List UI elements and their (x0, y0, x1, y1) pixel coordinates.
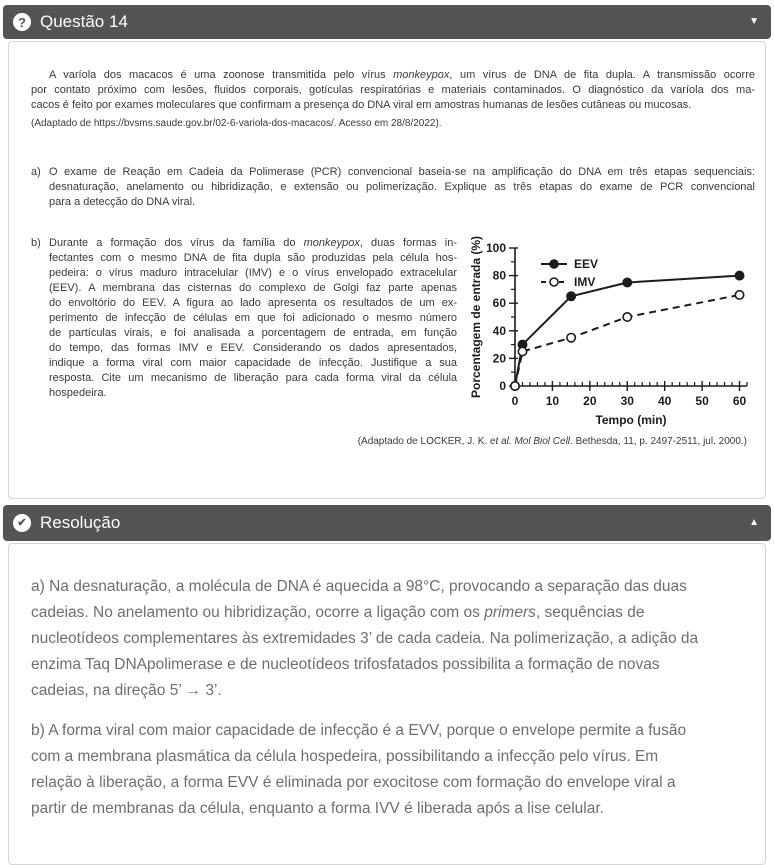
svg-text:0: 0 (499, 379, 506, 393)
chevron-up-icon[interactable]: ▲ (749, 517, 759, 528)
question-accordion-header[interactable] (3, 5, 771, 39)
text-line (49, 311, 457, 326)
text-line (49, 386, 457, 401)
text-segment: , um vírus de DNA de fita dupla. A transmissão ocorre (449, 69, 755, 81)
svg-text:20: 20 (583, 394, 597, 408)
resolution-paragraph-a (31, 574, 703, 704)
text-line (49, 281, 457, 296)
text-line (49, 236, 457, 251)
legend-label-EEV: EEV (574, 257, 599, 271)
figure (467, 236, 759, 428)
text-line (49, 195, 755, 210)
text-segment: desnaturação, anelamento ou hibridização, e extensão ou polimerização. Explique as três etapas do exame de PCR convencional (49, 181, 755, 193)
question-item-a (31, 165, 755, 210)
text-segment: (EEV). A membrana das cisternas do complexo de Golgi faz parte apenas (49, 282, 457, 294)
text-segment: a) Na desnaturação, a molécula de DNA é aquecida a 98°C, provocando a separação das duas cadeias. No anelamento ou hibridização, ocorre a ligação com os (31, 578, 687, 621)
text-line (49, 165, 755, 180)
question-source-citation: (Adaptado de https://bvsms.saude.gov.br/02-6-variola-dos-macacos/. Acesso em 28/8/2022). (31, 118, 442, 129)
resolution-section (3, 505, 771, 865)
text-segment: indique a forma viral com maior capacidade de infecção. Justifique a sua (49, 357, 457, 369)
text-line (49, 371, 457, 386)
text-line (49, 180, 755, 195)
check-circle-icon: ✔ (13, 514, 31, 532)
question-intro-text (31, 68, 755, 113)
series-line-IMV (515, 295, 740, 386)
text-segment: do tempo, das formas IMV e EEV. Considerando os dados apresentados, (49, 342, 457, 354)
question-title: Questão 14 (40, 12, 128, 31)
data-point-EEV (735, 271, 743, 279)
svg-text:10: 10 (545, 394, 560, 408)
question-section (3, 5, 771, 499)
data-point-IMV (623, 313, 631, 321)
resolution-accordion-header[interactable] (3, 505, 771, 541)
text-line (49, 266, 457, 281)
y-axis-label: Porcentagem de entrada (%) (469, 236, 483, 399)
text-line (31, 98, 755, 113)
series-line-EEV (515, 276, 740, 386)
data-point-EEV (623, 278, 631, 286)
data-point-IMV (567, 334, 575, 342)
text-segment: O exame de Reação em Cadeia da Polimerase (PCR) convencional baseia-se na amplificação do DNA em três etapas sequenciais: (49, 166, 755, 178)
question-circle-icon: ? (13, 13, 31, 31)
text-segment: cacos é feito por exames moleculares que confirmam a presença do DNA viral em amostras humanas de lesões cutâneas ou mucosas. (31, 99, 692, 111)
text-segment: hospedeira. (49, 387, 107, 399)
data-point-EEV (567, 292, 575, 300)
text-segment: fectantes com o mesmo DNA de fita dupla são produzidas pela célula hos- (49, 252, 457, 264)
text-segment: pedeira: o vírus maduro intracelular (IMV) e o vírus envelopado extracelular (49, 267, 457, 279)
text-segment: perimento de infecção de células em que foi adicionado o mesmo número (49, 312, 457, 324)
svg-text:80: 80 (492, 268, 506, 283)
text-segment: resposta. Cite um mecanismo de liberação para cada forma viral da célula (49, 372, 457, 384)
text-segment: para a detecção do DNA viral. (49, 196, 196, 208)
text-line (31, 83, 755, 98)
figure-source-citation (31, 434, 747, 449)
data-point-IMV (518, 347, 526, 355)
question-item-b (31, 236, 755, 428)
svg-text:20: 20 (492, 351, 506, 366)
text-segment: et al. Mol Biol Cell (489, 436, 571, 447)
question-panel (8, 41, 766, 499)
x-axis-label: Tempo (min) (595, 413, 667, 427)
text-line (49, 296, 457, 311)
data-point-IMV (511, 382, 519, 390)
text-segment: (Adaptado de LOCKER, J. K. (357, 436, 490, 447)
text-segment: , sequências de nucleotídeos complementares às extremidades 3’ de cada cadeia. Na polimerização, a adição da enzima Taq DNApolimerase e de nucleotídeos trifosfatados possibilita a formação de novas cadeias, na direção 5’ → 3’. (31, 604, 699, 699)
data-point-IMV (735, 291, 743, 299)
text-segment: de partículas virais, e foi analisada a porcentagem de entrada, em função (49, 327, 457, 339)
resolution-panel (8, 543, 766, 865)
text-segment: A varíola dos macacos é uma zoonose transmitida pelo vírus (49, 69, 394, 81)
svg-text:60: 60 (492, 296, 506, 311)
text-line (49, 341, 457, 356)
text-segment: , duas formas in- (359, 237, 458, 249)
item-a-text (49, 165, 755, 210)
svg-text:60: 60 (732, 394, 747, 408)
text-segment: monkeypox (393, 69, 450, 81)
resolution-title: Resolução (40, 513, 121, 532)
text-line (49, 251, 457, 266)
entry-percentage-chart (467, 236, 759, 428)
svg-text:0: 0 (511, 394, 519, 408)
item-b-text (49, 236, 457, 401)
text-line (49, 326, 457, 341)
text-segment: por contato próximo com lesões, fluidos corporais, gotículas respiratórias e materiais contaminados. O diagnóstico da varíola dos ma- (31, 84, 755, 96)
text-segment: . Bethesda, 11, p. 2497-2511, jul. 2000.) (570, 436, 747, 447)
chevron-down-icon[interactable]: ▼ (749, 16, 759, 27)
text-segment: primers (484, 604, 536, 621)
text-line (49, 356, 457, 371)
item-b-label: b) (31, 237, 41, 249)
text-line (31, 68, 755, 83)
svg-text:50: 50 (695, 394, 709, 408)
svg-text:40: 40 (657, 394, 672, 408)
svg-text:100: 100 (485, 241, 506, 255)
item-a-label: a) (31, 166, 41, 178)
svg-text:40: 40 (492, 323, 506, 338)
svg-text:30: 30 (620, 394, 634, 408)
text-segment: monkeypox (303, 237, 360, 249)
text-segment: Durante a formação dos vírus da família do (49, 237, 304, 249)
text-segment: b) A forma viral com maior capacidade de infecção é a EVV, porque o envelope permite a fusão com a membrana plasmática da célula hospedeira, possibilitando a infecção pelo vírus. Em relação à liberação, a forma EVV é eliminada por exocitose com formação do envelope viral a partir de membranas da célula, enquanto a forma IVV é liberada após a lise celular. (31, 722, 687, 817)
text-segment: do envoltório do EEV. A figura ao lado apresenta os resultados de um ex- (49, 297, 457, 309)
chart-svg (467, 236, 759, 428)
legend-label-IMV: IMV (574, 275, 596, 289)
resolution-paragraph-b (31, 718, 703, 822)
